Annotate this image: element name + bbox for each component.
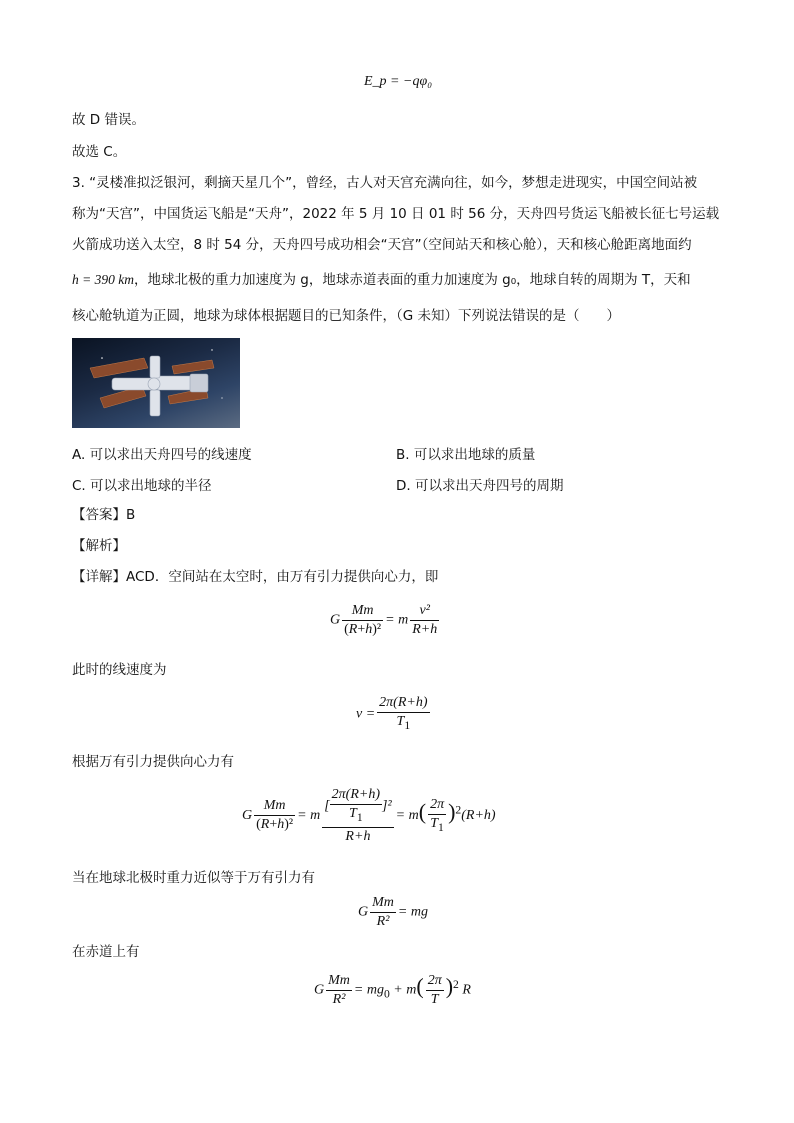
- text-line: 在赤道上有: [72, 944, 140, 960]
- analysis-label: 【解析】: [72, 538, 126, 554]
- text-line: 故选 C。: [72, 144, 127, 160]
- equation-potential-energy: [364, 74, 432, 90]
- equation-equator: G $\frac{Mm}{\text{R²}}$ = $mg_0 + m$( $\frac{2\pi}{T}$ )$^2$ R: [314, 973, 471, 1007]
- option-d[interactable]: D. 可以求出天舟四号的周期: [396, 478, 564, 494]
- question-text: 3. “灵楼准拟泛银河，剩摘天星几个”，曾经，古人对天宫充满向往，如今，梦想走进现实，中国空间站被: [72, 175, 698, 191]
- text-line: 此时的线速度为: [72, 662, 167, 678]
- text-line: 根据万有引力提供向心力有: [72, 754, 234, 770]
- answer-label: 【答案】B: [72, 507, 136, 523]
- detail-text: 【详解】ACD．空间站在太空时，由万有引力提供向心力，即: [72, 569, 439, 585]
- question-text: [72, 270, 691, 290]
- question-text: 火箭成功送入太空，8 时 54 分，天舟四号成功相会“天宫”（空间站天和核心舱），天和核心舱距离地面约: [72, 237, 692, 253]
- equation-linear-speed: v = $\frac{2\pi(R+h)}{T_1}$: [356, 695, 428, 732]
- question-text-continued: ，地球北极的重力加速度为 g，地球赤道表面的重力加速度为 g₀，地球自转的周期为 T，天和: [133, 272, 691, 288]
- equation-north-pole: G $\frac{Mm}{\text{R²}}$ = mg: [358, 895, 428, 929]
- question-text: 称为“天宫”，中国货运飞船是“天舟”，2022 年 5 月 10 日 01 时 56 分，天舟四号货运飞船被长征七号运载: [72, 206, 720, 222]
- option-c[interactable]: C. 可以求出地球的半径: [72, 478, 212, 494]
- text-line: 当在地球北极时重力近似等于万有引力有: [72, 870, 315, 886]
- height-value: h = 390 km: [72, 272, 134, 287]
- option-a[interactable]: A. 可以求出天舟四号的线速度: [72, 447, 252, 463]
- option-b[interactable]: B. 可以求出地球的质量: [396, 447, 536, 463]
- space-station-photo: [72, 338, 240, 428]
- text-line: 故 D 错误。: [72, 112, 145, 128]
- question-text: 核心舱轨道为正圆，地球为球体根据题目的已知条件，（G 未知）下列说法错误的是（ ）: [72, 308, 621, 324]
- equation-text: E_p = −qφ₀: [364, 74, 433, 89]
- equation-gravity-period: G $\frac{Mm}{\text{(R+h)²}}$ = m [ $\frac{2\pi(R+h)}{T_1}$ ]² R+h = m( $\frac{2\pi}{T_1}$ )$^2$(R+h): [242, 787, 496, 844]
- equation-gravity-velocity: G $\frac{Mm}{\text{(R+h)²}}$ = m $\frac{\text{v²}}{R+h}$: [330, 603, 438, 637]
- space-station-icon: [72, 338, 240, 428]
